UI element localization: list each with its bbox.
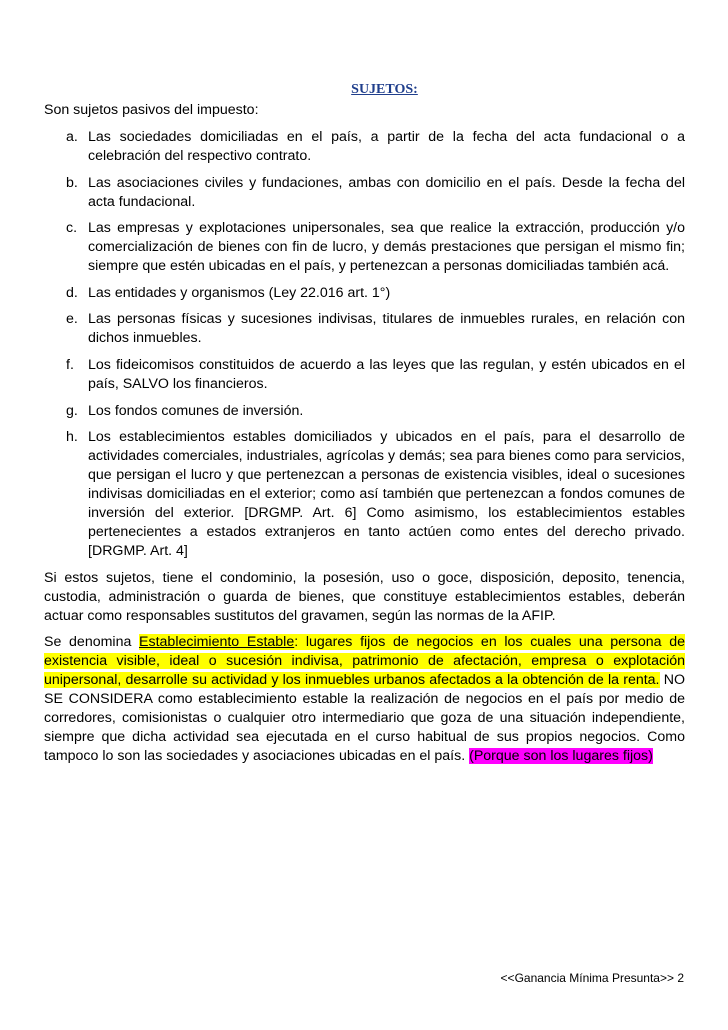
list-item <box>44 356 685 394</box>
highlighted-note: (Porque son los lugares fijos) <box>469 747 653 764</box>
list-item-text: Los fideicomisos constituidos de acuerdo a las leyes que las regulan, y estén ubicados en el país, SALVO los financieros. <box>88 356 685 392</box>
definition-text: : lugares fijos de negocios en los cuales una persona de existencia visible, ideal o sucesión indivisa, patrimonio de afectación, empresa o explotación unipersonal, desarrolle su actividad y los inmuebles urbanos afectados a la obtención de la renta. <box>44 633 686 688</box>
list-marker: d. <box>66 284 78 301</box>
list-item-text: Los establecimientos estables domiciliados y ubicados en el país, para el desarrollo de actividades comerciales, industriales, agrícolas y demás; sea para bienes como para servicios, que persigan el lucro y que pertenezcan a personas de existencia visibles, ideal o sucesiones indivisas domiciliadas en el exterior; como así también que pertenezcan a fondos comunes de inversión del exterior. [DRGMP. Art. 6] Como asimismo, los establecimientos estables pertenecientes a estados extranjeros en tanto actúen como entes del derecho privado. [DRGMP. Art. 4] <box>88 429 685 560</box>
paragraph-body: NO SE CONSIDERA como establecimiento estable la realización de negocios en el país por medio de corredores, comisionistas o cualquier otro intermediario que goza de una situación independiente, siempre que dicha actividad sea ejecutada en el curso habitual de sus propios negocios. Como tampoco lo son las sociedades y asociaciones ubicadas en el país. <box>44 671 685 764</box>
list-item-text: Las asociaciones civiles y fundaciones, ambas con domicilio en el país. Desde la fecha del acta fundacional. <box>88 174 685 210</box>
intro-text: Son sujetos pasivos del impuesto: <box>44 102 259 118</box>
list-item-text: Los fondos comunes de inversión. <box>88 402 304 419</box>
section-title: SUJETOS: <box>351 82 418 97</box>
paragraph-establecimiento <box>44 633 685 766</box>
list-marker: b. <box>66 174 78 191</box>
list-item <box>44 284 685 303</box>
paragraph-responsables: Si estos sujetos, tiene el condominio, la posesión, uso o goce, disposición, deposito, tenencia, custodia, administración o guarda de bienes, que constituye establecimientos estables, deberán actuar como responsables sustitutos del gravamen, según las normas de la AFIP. <box>44 569 685 624</box>
list-item <box>44 219 685 276</box>
list-item <box>44 402 685 421</box>
list-item <box>44 428 685 561</box>
defined-term: Establecimiento Estable <box>139 633 295 650</box>
list-item-text: Las sociedades domiciliadas en el país, a partir de la fecha del acta fundacional o a celebración del respectivo contrato. <box>88 129 685 164</box>
list-item-text: Las personas físicas y sucesiones indivisas, titulares de inmuebles rurales, en relación con dichos inmuebles. <box>88 311 685 347</box>
paragraph-prefix: Se denomina <box>44 633 140 650</box>
list-item <box>44 174 685 212</box>
list-item <box>44 310 685 348</box>
list-marker: e. <box>66 311 78 328</box>
document-page <box>44 82 685 773</box>
list-marker: g. <box>66 402 78 419</box>
list-item-text: Las entidades y organismos (Ley 22.016 art. 1°) <box>88 284 391 301</box>
list-marker: h. <box>66 429 78 446</box>
list-item-text: Las empresas y explotaciones unipersonales, sea que realice la extracción, producción y/o comercialización de bienes con fin de lucro, y demás prestaciones que persigan el mismo fin; siempre que estén ubicadas en el país, y pertenezcan a personas domiciliadas también acá. <box>88 220 685 275</box>
list-item <box>44 128 685 166</box>
highlighted-definition <box>44 634 685 688</box>
subjects-list <box>44 128 685 561</box>
list-marker: f. <box>66 356 74 373</box>
page-footer: <<Ganancia Mínima Presunta>> 2 <box>500 971 684 985</box>
list-marker: c. <box>66 220 78 237</box>
list-marker: a. <box>66 129 78 145</box>
